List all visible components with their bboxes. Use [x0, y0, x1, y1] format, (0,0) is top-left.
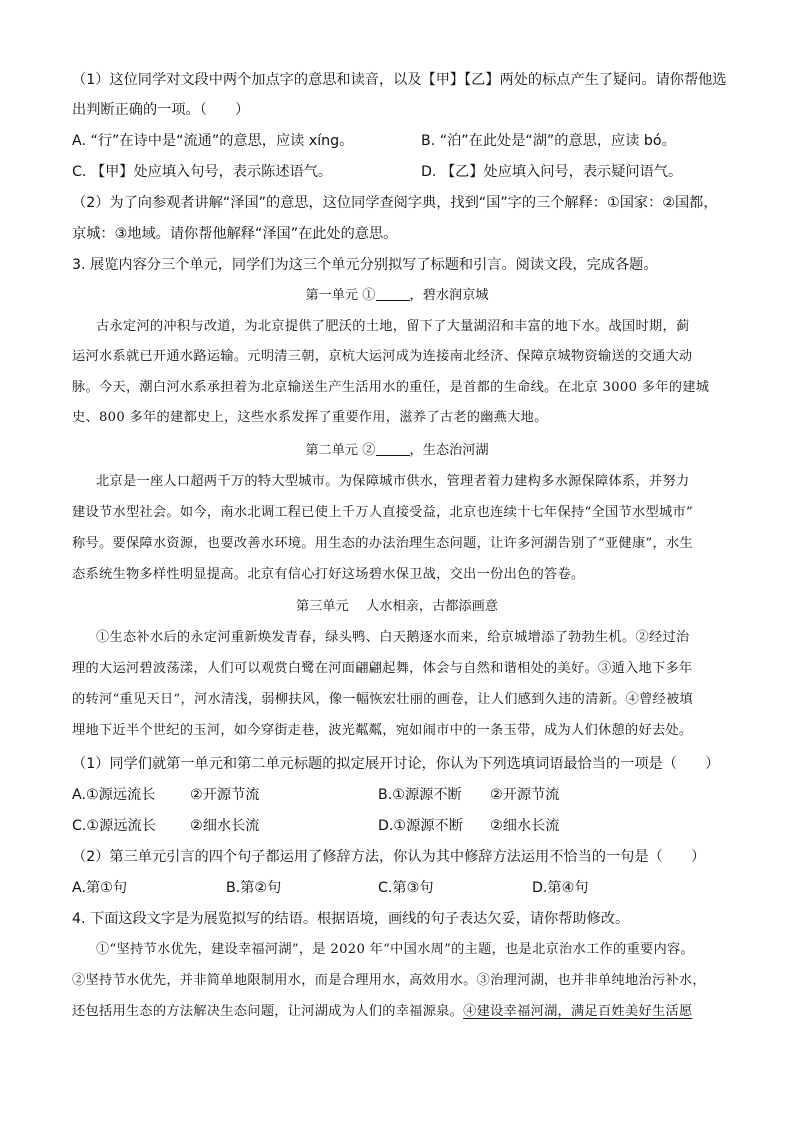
- unit2-line: 北京是一座人口超两千万的特大型城市。为保障城市供水，管理者着力建构多水源保障体系，并努力: [96, 474, 690, 489]
- unit1-line: 运河水系就已开通水路运输。元明清三朝，京杭大运河成为连接南北经济、保障京城物资输送的交通大动: [72, 349, 693, 364]
- q2-option-c: C. 【甲】处应填入句号，表示陈述语气。: [72, 164, 333, 180]
- q3-sub1-option-d: D.①源源不断: [378, 818, 463, 834]
- q4-intro: 4. 下面这段文字是为展览拟写的结语。根据语境，画线的句子表达欠妥，请你帮助修改。: [72, 911, 630, 927]
- q2-sub2-line1: （2）为了向参观者讲解“泽国”的意思，这位同学查阅字典，找到“国”字的三个解释：①国家：②国都，: [72, 195, 718, 211]
- unit1-line: 脉。今天，潮白河水系承担着为北京输送生产生活用水的重任，是首都的生命线。在北京 3000 多年的建城: [72, 380, 710, 395]
- q3-sub2-option-a: A.第①句: [72, 880, 128, 896]
- q3-sub1-option-a: [72, 785, 155, 805]
- q4-line: [72, 1002, 692, 1022]
- q2-sub2-line2: 京城：③地域。请你帮他解释“泽国”在此处的意思。: [72, 226, 398, 242]
- unit2-title-suffix: ，生态治河湖: [409, 443, 489, 458]
- q3-sub2-option-d: D.第④句: [532, 880, 589, 896]
- unit2-line: 称号。要保障水资源，也要改善水环境。用生态的办法治理生态问题，让许多河湖告别了“亚健康”，水生: [72, 536, 694, 551]
- unit2-title-prefix: 第二单元 ②: [305, 443, 376, 458]
- q3-sub1-option-b: B.①源源不断: [378, 787, 462, 803]
- unit3-title: 第三单元 人水相亲，古都添画意: [295, 599, 498, 614]
- q4-underlined-sentence: ④建设幸福河湖，满足百姓美好生活愿: [463, 1004, 693, 1019]
- q2-sub1-line1: （1）这位同学对文段中两个加点字的意思和读音，以及【甲】【乙】两处的标点产生了疑问。请你帮他选: [72, 72, 727, 88]
- unit1-line: 古永定河的冲积与改道，为北京提供了肥沃的土地，留下了大量湖沼和丰富的地下水。战国时期，蓟: [96, 319, 690, 334]
- q2-option-a: A. “行”在诗中是“流通”的意思，应读 xíng。: [72, 133, 354, 149]
- q2-option-b: B. “泊”在此处是“湖”的意思，应读 bó。: [421, 133, 676, 149]
- unit1-title-suffix: ，碧水润京城: [409, 288, 489, 303]
- q3-sub1-option-a-word2: ②开源节流: [190, 787, 260, 803]
- q3-sub2-option-c: C.第③句: [378, 880, 434, 896]
- q3-sub1-option-c-word2: ②细水长流: [190, 818, 260, 834]
- unit2-line: 建设节水型社会。如今，南水北调工程已使上千万人直接受益，北京也连续十七年保持“全国节水型城市”: [72, 505, 694, 520]
- q4-line: ②坚持节水优先，并非简单地限制用水，而是合理用水，高效用水。③治理河湖，也并非单纯地治污补水，: [72, 973, 706, 988]
- unit1-title-prefix: 第一单元 ①: [305, 288, 376, 303]
- unit1-blank: [376, 286, 410, 301]
- unit1-title: [0, 286, 794, 306]
- option-word-1: A.①源远流长: [72, 787, 156, 803]
- unit1-line: 史、800 多年的建都史上，这些水系发挥了重要作用，滋养了古老的幽燕大地。: [72, 410, 548, 425]
- q3-intro: 3. 展览内容分三个单元，同学们为这三个单元分别拟写了标题和引言。阅读文段，完成各题。: [72, 257, 658, 273]
- unit3-line: ①生态补水后的永定河重新焕发青春，绿头鸭、白天鹅逐水而来，给京城增添了勃勃生机。②经过治: [96, 630, 690, 645]
- q4-line: ①“坚持节水优先，建设幸福河湖”，是 2020 年“中国水周”的主题，也是北京治水工作的重要内容。: [96, 942, 694, 957]
- unit2-blank: [376, 441, 410, 456]
- q3-sub1-option-b-word2: ②开源节流: [490, 787, 560, 803]
- unit2-title: [0, 441, 794, 461]
- q3-sub1-option-d-word2: ②细水长流: [490, 818, 560, 834]
- q2-option-d: D. 【乙】处应填入问号，表示疑问语气。: [421, 164, 683, 180]
- q3-sub1-option-c: C.①源远流长: [72, 818, 156, 834]
- q4-line-plain: 还包括用生态的方法解决生态问题，让河湖成为人们的幸福源泉。: [72, 1004, 464, 1019]
- unit3-line: 理的大运河碧波荡漾，人们可以观赏白鹭在河面翩翩起舞，体会与自然和谐相处的美好。③遁入地下多年: [72, 661, 693, 676]
- q2-sub1-line2: 出判断正确的一项。（ ）: [72, 102, 250, 118]
- unit3-line: 的转河“重见天日”，河水清浅，弱柳扶风，像一幅恢宏壮丽的画卷，让人们感到久违的清新。④曾经被填: [72, 692, 694, 707]
- q3-sub1-question: （1）同学们就第一单元和第二单元标题的拟定展开讨论，你认为下列选填词语最恰当的一项是（ ）: [72, 756, 720, 772]
- unit2-line: 态系统生物多样性明显提高。北京有信心打好这场碧水保卫战，交出一份出色的答卷。: [72, 567, 585, 582]
- q3-sub2-question: （2）第三单元引言的四个句子都运用了修辞方法，你认为其中修辞方法运用不恰当的一句是（ ）: [72, 849, 706, 865]
- unit3-line: 埋地下近半个世纪的玉河，如今穿街走巷，波光粼粼，宛如闹市中的一条玉带，成为人们休憩的好去处。: [72, 723, 693, 738]
- q3-sub2-option-b: B.第②句: [226, 880, 282, 896]
